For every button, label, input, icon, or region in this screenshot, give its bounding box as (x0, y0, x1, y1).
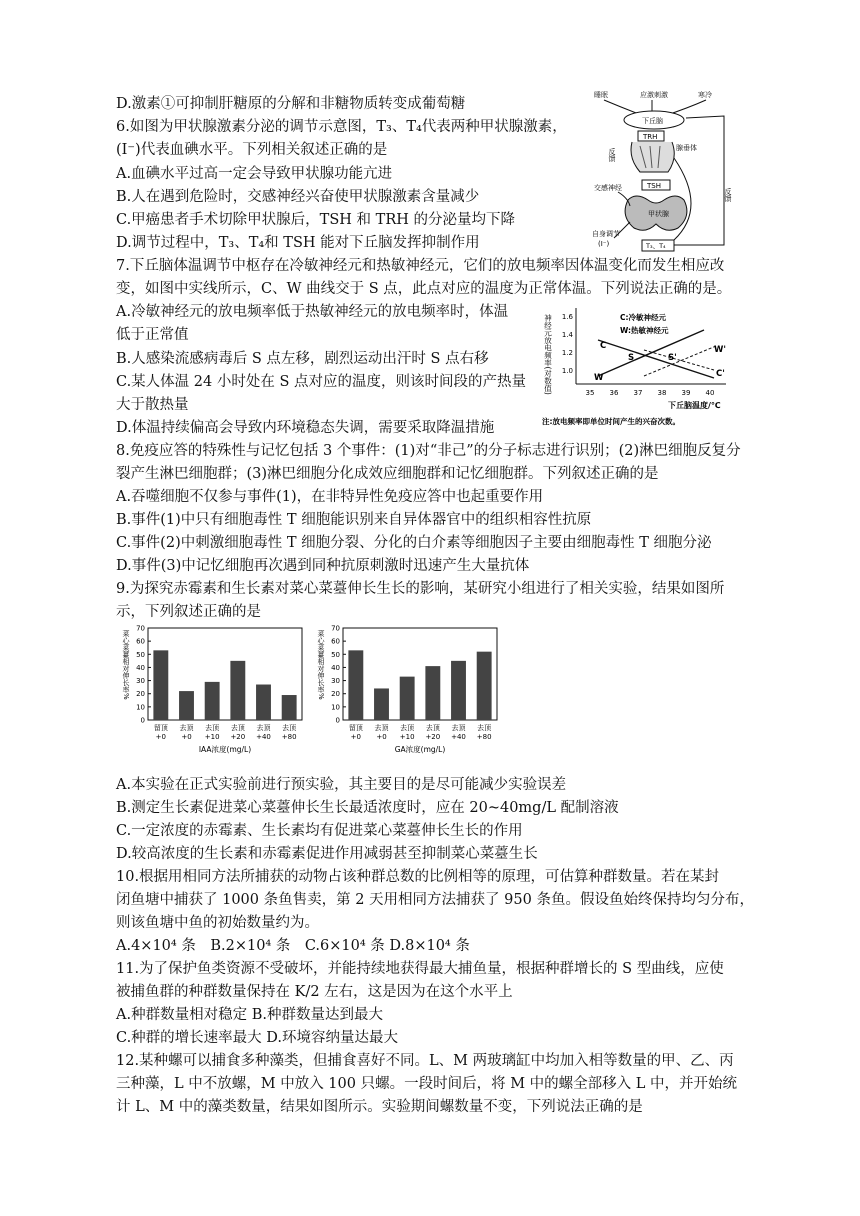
text-line: 大于散热量 (116, 397, 189, 413)
self-reg-label: 自身调节 (592, 230, 620, 238)
label-s: S (628, 353, 635, 363)
thyroid-label: 甲状腺 (648, 210, 669, 218)
option-b: B.人在遇到危险时，交感神经兴奋使甲状腺激素含量减少 (116, 189, 480, 205)
t3t4-label: T₃、T₄ (646, 242, 666, 250)
x-tick-label-top: 去顶 (374, 724, 389, 732)
sympathetic-label: 交感神经 (594, 184, 622, 192)
bar (451, 661, 466, 720)
label-sleep: 睡眠 (594, 91, 608, 99)
x-tick-label-top: 留顶 (348, 724, 363, 732)
iaa-bar-chart (118, 620, 308, 768)
neuron-xlabel: 下丘脑温度/℃ (668, 401, 721, 410)
option-a: A.冷敏神经元的放电频率低于热敏神经元的放电频率时，体温 (116, 304, 509, 320)
bar (477, 652, 492, 720)
question-10-stem: 10.根据用相同方法所捕获的动物占该种群总数的比例相等的原理，可估算种群数量。若在某封 (116, 869, 720, 885)
bar (348, 650, 363, 720)
x-tick-label-bottom: +0 (155, 733, 166, 741)
label-c-prime: C' (716, 369, 725, 379)
options-line: A.种群数量相对稳定 B.种群数量达到最大 (116, 1007, 383, 1023)
ytick: 1.2 (561, 349, 573, 357)
options-line: A.4×10⁴ 条 B.2×10⁴ 条 C.6×10⁴ 条 D.8×10⁴ 条 (116, 938, 470, 954)
bar (153, 650, 168, 720)
option-c: C.某人体温 24 小时处在 S 点对应的温度，则该时间段的产热量 (116, 374, 527, 390)
y-tick-label: 50 (136, 650, 145, 659)
label-c: C (600, 341, 607, 351)
cold-neuron-line (598, 340, 714, 378)
question-9-stem: 9.为探究赤霉素和生长素对菜心菜薹伸长生长的影响，某研究小组进行了相关实验，结果如图所 (116, 581, 725, 597)
xtick: 35 (585, 389, 595, 397)
option-d: D.事件(3)中记忆细胞再次遇到同种抗原刺激时迅速产生大量抗体 (116, 558, 530, 574)
x-tick-label-bottom: +20 (230, 733, 246, 741)
bar (425, 666, 440, 720)
legend-warm: W:热敏神经元 (620, 326, 669, 335)
y-tick-label: 0 (335, 716, 340, 725)
pituitary-shape (631, 142, 674, 172)
ytick: 1.4 (561, 331, 573, 339)
x-tick-label-bottom: +80 (281, 733, 297, 741)
option-b: B.事件(1)中只有细胞毒性 T 细胞能识别来自异体器官中的组织相容性抗原 (116, 512, 592, 528)
label-w: W (594, 373, 604, 383)
y-tick-label: 30 (331, 677, 340, 686)
y-tick-label: 0 (140, 716, 145, 725)
option-a: A.血碘水平过高一定会导致甲状腺功能亢进 (116, 166, 393, 182)
pituitary-label: 腺垂体 (676, 144, 697, 152)
feedback-arrow-outer (674, 116, 724, 245)
question-11-stem: 11.为了保护鱼类资源不受破坏，并能持续地获得最大捕鱼量，根据种群增长的 S 型曲线，应使 (116, 961, 724, 977)
hypothalamus-label: 下丘脑 (642, 117, 663, 125)
x-tick-label-bottom: +40 (256, 733, 271, 741)
label-s-prime: S' (668, 353, 677, 363)
x-tick-label-top: 留顶 (153, 724, 168, 732)
x-tick-label-top: 去顶 (451, 724, 466, 732)
warm-neuron-shifted (644, 346, 716, 376)
y-axis-label: 菜心菜薹相对伸长率% (122, 630, 130, 700)
xtick: 36 (609, 389, 619, 397)
tsh-label: TSH (647, 182, 661, 190)
text-line: 裂产生淋巴细胞群；(3)淋巴细胞分化成效应细胞群和记忆细胞群。下列叙述正确的是 (116, 466, 659, 482)
iodine-label: (I⁻) (598, 240, 610, 248)
y-tick-label: 40 (331, 663, 340, 672)
text-line: 示，下列叙述正确的是 (116, 604, 261, 620)
bar (282, 695, 297, 720)
x-tick-label-top: 去顶 (230, 724, 245, 732)
y-tick-label: 60 (136, 637, 145, 646)
question-6-stem: 6.如图为甲状腺激素分泌的调节示意图，T₃、T₄代表两种甲状腺激素， (116, 119, 567, 135)
x-tick-label-top: 去顶 (205, 724, 220, 732)
x-tick-label-top: 去顶 (400, 724, 415, 732)
x-tick-label-bottom: +0 (376, 733, 387, 741)
x-tick-label-bottom: +10 (399, 733, 415, 741)
x-tick-label-top: 去顶 (282, 724, 297, 732)
option-c: C.甲癌患者手术切除甲状腺后，TSH 和 TRH 的分泌量均下降 (116, 212, 515, 228)
x-tick-label-top: 去顶 (179, 724, 194, 732)
label-cold: 寒冷 (698, 91, 712, 99)
x-axis-label: GA浓度(mg/L) (394, 745, 446, 754)
y-tick-label: 20 (331, 690, 340, 699)
x-tick-label-top: 去顶 (425, 724, 440, 732)
text-line: D.激素①可抑制肝糖原的分解和非糖物质转变成葡萄糖 (116, 96, 466, 112)
label-stress: 应激刺激 (640, 91, 668, 99)
bar (205, 682, 220, 720)
y-tick-label: 70 (331, 624, 340, 633)
question-12-stem: 12.某种螺可以捕食多种藻类，但捕食喜好不同。L、M 两玻璃缸中均加入相等数量的甲、乙、丙 (116, 1053, 734, 1069)
label-w-prime: W' (714, 345, 726, 355)
y-tick-label: 40 (136, 663, 145, 672)
y-tick-label: 10 (331, 703, 340, 712)
text-line: 则该鱼塘中鱼的初始数量约为。 (116, 915, 319, 931)
option-d: D.体温持续偏高会导致内环境稳态失调，需要采取降温措施 (116, 420, 495, 436)
y-tick-label: 10 (136, 703, 145, 712)
neuron-ylabel: 神经元放电频率(对数值) (543, 314, 553, 395)
bar (374, 688, 389, 720)
text-line: 被捕鱼群的种群数量保持在 K/2 左右，这是因为在这个水平上 (116, 984, 513, 1000)
x-tick-label-bottom: +0 (181, 733, 192, 741)
y-tick-label: 60 (331, 637, 340, 646)
y-tick-label: 70 (136, 624, 145, 633)
option-c: C.一定浓度的赤霉素、生长素均有促进菜心菜薹伸长生长的作用 (116, 823, 523, 839)
x-tick-label-top: 去顶 (256, 724, 271, 732)
text-line: 低于正常值 (116, 327, 189, 343)
xtick: 37 (633, 389, 643, 397)
option-b: B.人感染流感病毒后 S 点左移，剧烈运动出汗时 S 点右移 (116, 351, 489, 367)
bar (230, 661, 245, 720)
x-axis-label: IAA浓度(mg/L) (198, 745, 252, 754)
question-8-stem: 8.免疫应答的特殊性与记忆包括 3 个事件：(1)对“非己”的分子标志进行识别；(2)淋巴细胞反复分 (116, 443, 741, 459)
option-b: B.测定生长素促进菜心菜薹伸长生长最适浓度时，应在 20~40mg/L 配制溶液 (116, 800, 619, 816)
legend-cold: C:冷敏神经元 (620, 313, 667, 322)
ytick: 1.6 (561, 313, 573, 321)
x-tick-label-bottom: +40 (451, 733, 466, 741)
bar (179, 691, 194, 720)
text-line: 变，如图中实线所示，C、W 曲线交于 S 点，此点对应的温度为正常体温。下列说法正确的是。 (116, 281, 732, 297)
bar (256, 685, 271, 720)
xtick: 39 (681, 389, 691, 397)
xtick: 40 (705, 389, 715, 397)
y-axis-label: 菜心菜薹相对伸长率% (317, 630, 325, 700)
option-d: D.较高浓度的生长素和赤霉素促进作用减弱甚至抑制菜心菜薹生长 (116, 846, 538, 862)
bar (400, 677, 415, 720)
x-tick-label-bottom: +0 (350, 733, 361, 741)
x-tick-label-bottom: +80 (476, 733, 492, 741)
text-line: 闭鱼塘中捕获了 1000 条鱼售卖，第 2 天用相同方法捕获了 950 条鱼。假设鱼始终保持均匀分布， (116, 892, 754, 908)
ytick: 1.0 (561, 367, 573, 375)
plot-frame (343, 628, 497, 720)
option-d: D.调节过程中，T₃、T₄和 TSH 能对下丘脑发挥抑制作用 (116, 235, 480, 251)
thyroid-regulation-diagram (588, 88, 744, 260)
text-line: 计 L、M 中的藻类数量，结果如图所示。实验期间螺数量不变，下列说法正确的是 (116, 1099, 643, 1115)
text-line: (I⁻)代表血碘水平。下列相关叙述正确的是 (116, 142, 388, 158)
ga-bar-chart (313, 620, 503, 768)
y-tick-label: 20 (136, 690, 145, 699)
trh-label: TRH (643, 133, 658, 141)
xtick: 38 (657, 389, 667, 397)
option-a: A.吞噬细胞不仅参与事件(1)，在非特异性免疫应答中也起重要作用 (116, 489, 544, 505)
y-tick-label: 30 (136, 677, 145, 686)
text-line: 三种藻，L 中不放螺，M 中放入 100 只螺。一段时间后，将 M 中的螺全部移入 L 中，并开始统 (116, 1076, 737, 1092)
x-tick-label-bottom: +20 (425, 733, 441, 741)
x-tick-label-top: 去顶 (477, 724, 492, 732)
plot-frame (148, 628, 302, 720)
neuron-note: 注:放电频率即单位时间产生的兴奋次数。 (542, 417, 680, 426)
x-tick-label-bottom: +10 (204, 733, 220, 741)
neuron-frequency-chart (540, 300, 746, 428)
feedback-label-outer: 反馈 (724, 188, 732, 202)
option-a: A.本实验在正式实验前进行预实验，其主要目的是尽可能减少实验误差 (116, 777, 567, 793)
feedback-label-left: 反馈 (608, 148, 616, 162)
options-line: C.种群的增长速率最大 D.环境容纳量达最大 (116, 1030, 399, 1046)
option-c: C.事件(2)中刺激细胞毒性 T 细胞分裂、分化的白介素等细胞因子主要由细胞毒性 T 细胞分泌 (116, 535, 712, 551)
y-tick-label: 50 (331, 650, 340, 659)
question-7-stem: 7.下丘脑体温调节中枢存在冷敏神经元和热敏神经元，它们的放电频率因体温变化而发生相应改 (116, 258, 725, 274)
